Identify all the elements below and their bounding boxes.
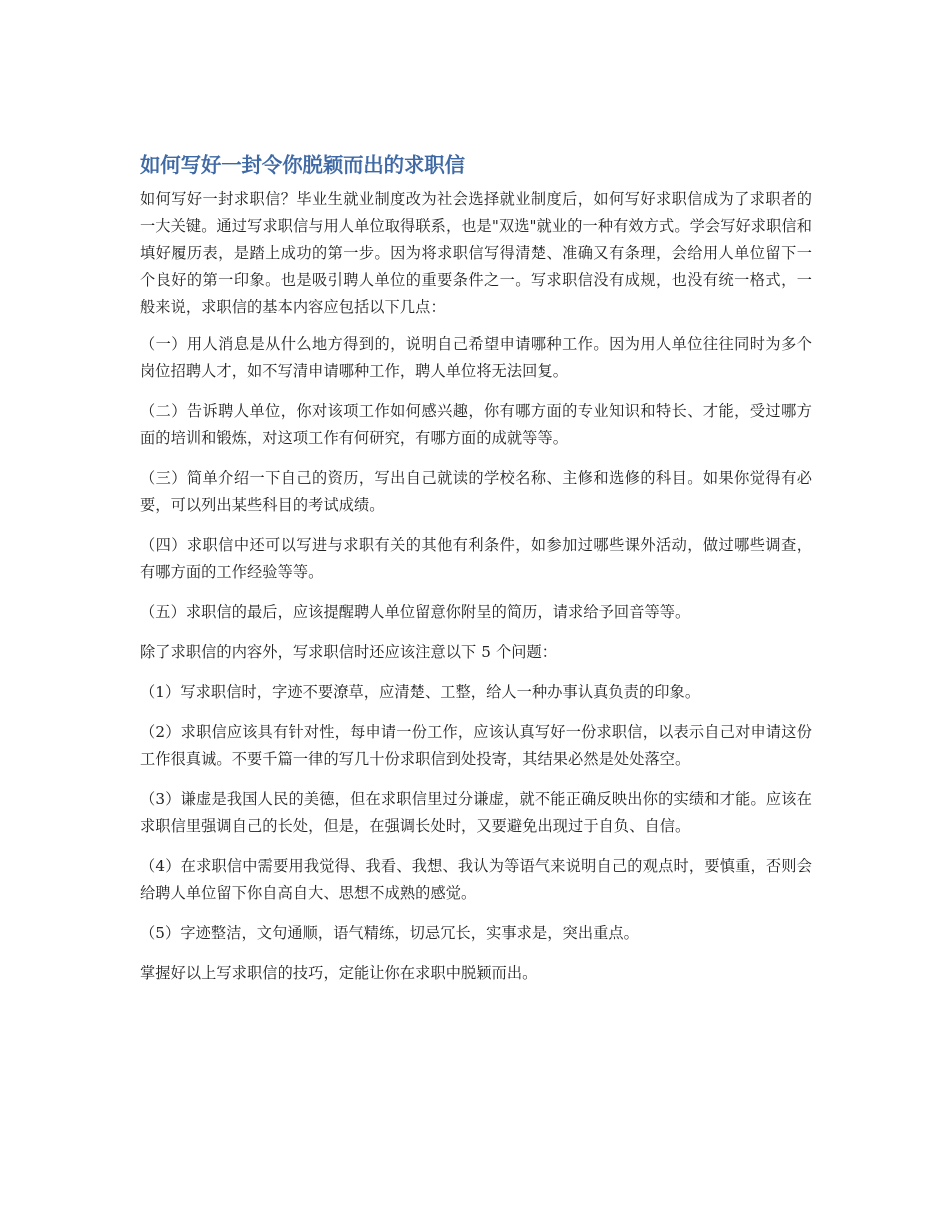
note-3-paragraph: （3）谦虚是我国人民的美德，但在求职信里过分谦虚，就不能正确反映出你的实绩和才能。应该在求职信里强调自己的长处，但是，在强调长处时，又要避免出现过于自负、自信。: [140, 790, 812, 835]
note-1-paragraph: （1）写求职信时，字迹不要潦草，应清楚、工整，给人一种办事认真负责的印象。: [140, 683, 701, 701]
closing-paragraph: 掌握好以上写求职信的技巧，定能让你在求职中脱颖而出。: [140, 964, 538, 982]
point-2-paragraph: （二）告诉聘人单位，你对该项工作如何感兴趣，你有哪方面的专业知识和特长、才能，受过哪方面的培训和锻炼，对这项工作有何研究，有哪方面的成就等等。: [140, 402, 812, 447]
intro-paragraph: 如何写好一封求职信？毕业生就业制度改为社会选择就业制度后，如何写好求职信成为了求职者的一大关键。通过写求职信与用人单位取得联系，也是"双选"就业的一种有效方式。学会写好求职信和填好履历表，是踏上成功的第一步。因为将求职信写得清楚、准确又有条理，会给用人单位留下一个良好的第一印象。也是吸引聘人单位的重要条件之一。写求职信没有成规，也没有统一格式，一般来说，求职信的基本内容应包括以下几点：: [140, 190, 812, 316]
point-3-paragraph: （三）简单介绍一下自己的资历，写出自己就读的学校名称、主修和选修的科目。如果你觉得有必要，可以列出某些科目的考试成绩。: [140, 469, 812, 514]
document-title: 如何写好一封令你脱颖而出的求职信: [140, 153, 465, 177]
document-page: [140, 150, 812, 1000]
point-5-paragraph: （五）求职信的最后，应该提醒聘人单位留意你附呈的简历，请求给予回音等等。: [140, 603, 691, 621]
notes-intro-paragraph: 除了求职信的内容外，写求职信时还应该注意以下 5 个问题：: [140, 643, 558, 661]
point-4-paragraph: （四）求职信中还可以写进与求职有关的其他有利条件，如参加过哪些课外活动，做过哪些调查，有哪方面的工作经验等等。: [140, 536, 812, 581]
point-1-paragraph: （一）用人消息是从什么地方得到的，说明自己希望申请哪种工作。因为用人单位往往同时为多个岗位招聘人才，如不写清申请哪种工作，聘人单位将无法回复。: [140, 335, 812, 380]
note-5-paragraph: （5）字迹整洁，文句通顺，语气精练，切忌冗长，实事求是，突出重点。: [140, 924, 639, 942]
note-4-paragraph: （4）在求职信中需要用我觉得、我看、我想、我认为等语气来说明自己的观点时，要慎重，否则会给聘人单位留下你自高自大、思想不成熟的感觉。: [140, 857, 812, 902]
note-2-paragraph: （2）求职信应该具有针对性，每申请一份工作，应该认真写好一份求职信，以表示自己对申请这份工作很真诚。不要千篇一律的写几十份求职信到处投寄，其结果必然是处处落空。: [140, 723, 812, 768]
